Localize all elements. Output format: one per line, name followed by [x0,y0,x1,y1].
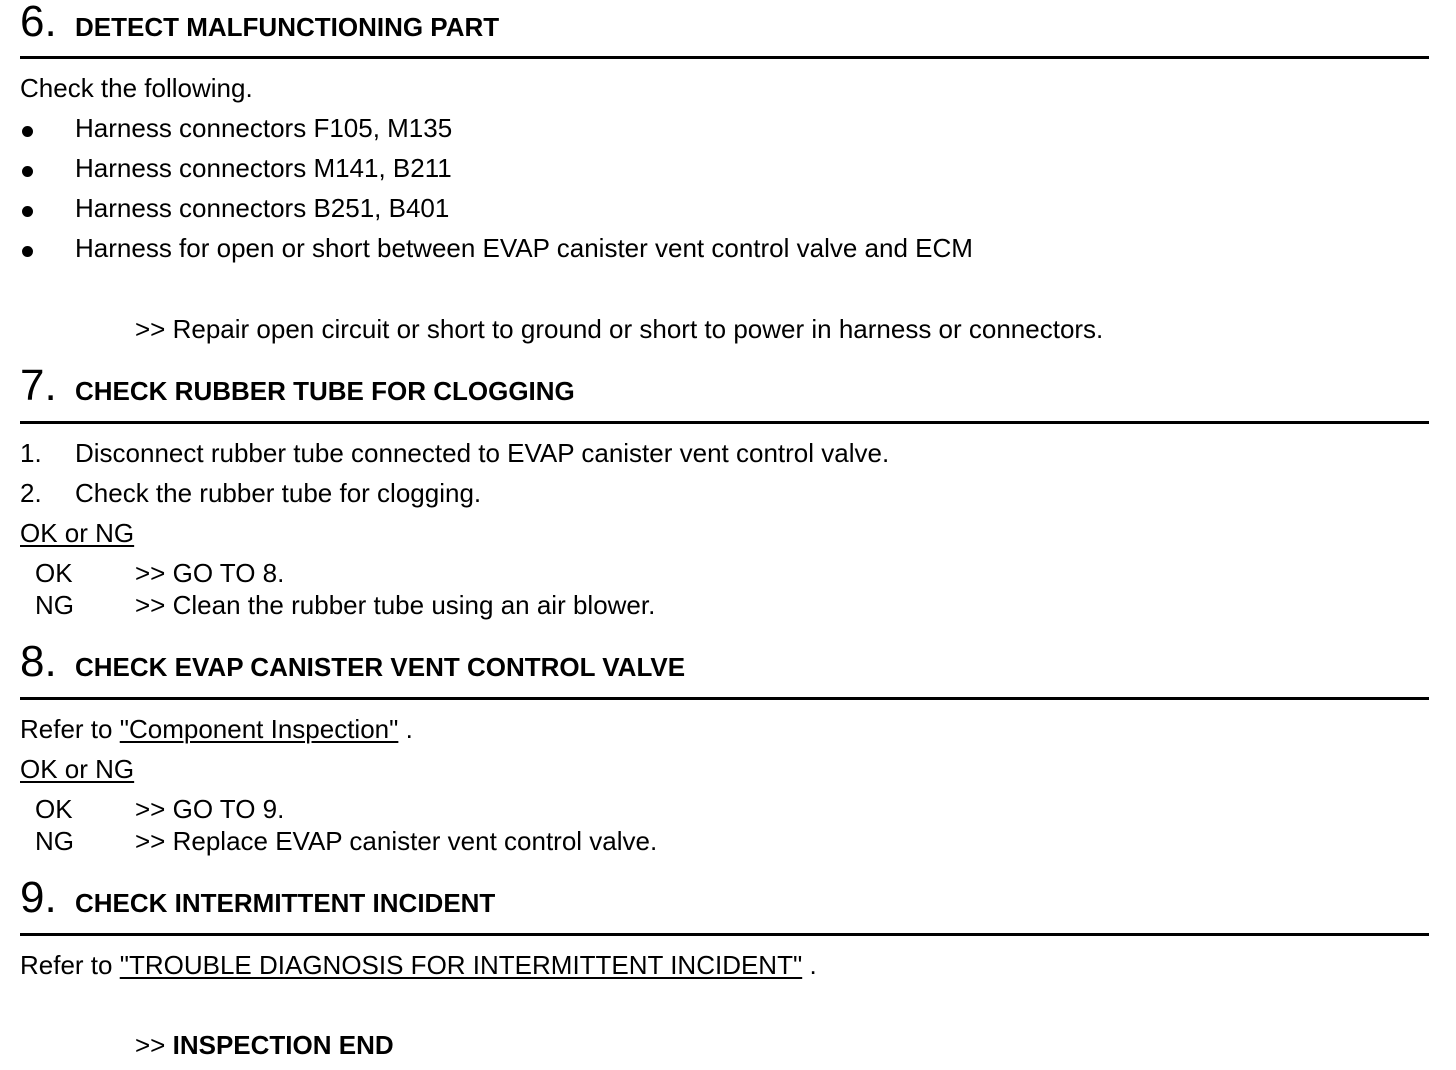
refer-suffix: . [405,714,413,744]
step-8-divider [20,697,1429,700]
step-6-bullet-2: Harness connectors M141, B211 [75,153,452,183]
component-inspection-link[interactable]: "Component Inspection" [119,714,399,744]
bullet-icon [22,166,33,177]
step-7-ng-action: >> Clean the rubber tube using an air blower. [135,590,656,620]
step-8-number: 8. [20,637,57,686]
step-6-bullet-3: Harness connectors B251, B401 [75,193,450,223]
step-7-ng-label: NG [35,590,74,620]
refer-prefix: Refer to [20,714,113,744]
step-8-refer [20,713,413,745]
refer-suffix: . [809,950,817,980]
step-8-ng-action: >> Replace EVAP canister vent control valve. [135,826,658,856]
step-9-divider [20,933,1429,936]
step-7-item-2-text: Check the rubber tube for clogging. [75,478,482,508]
step-6-divider [20,56,1429,59]
step-7-ok-label: OK [35,558,73,588]
step-7-item-1-number: 1. [20,438,42,468]
end-arrow: >> [135,1030,166,1060]
end-text: INSPECTION END [172,1030,394,1060]
step-7-item-2-number: 2. [20,478,42,508]
step-7-title: CHECK RUBBER TUBE FOR CLOGGING [75,376,575,406]
trouble-diagnosis-link[interactable]: "TROUBLE DIAGNOSIS FOR INTERMITTENT INCIDENT" [119,950,803,980]
bullet-icon [22,246,33,257]
step-7-ok-action: >> GO TO 8. [135,558,285,588]
step-6-number: 6. [20,0,57,46]
step-9-title: CHECK INTERMITTENT INCIDENT [75,888,496,918]
step-9-number: 9. [20,873,57,922]
step-8-ng-label: NG [35,826,74,856]
bullet-icon [22,206,33,217]
step-9-refer [20,949,817,981]
step-8-ok-action: >> GO TO 9. [135,794,285,824]
step-8-ok-ng-label: OK or NG [20,754,135,784]
step-6-bullet-4: Harness for open or short between EVAP canister vent control valve and ECM [75,233,973,263]
step-6-intro: Check the following. [20,73,253,103]
step-8-ok-label: OK [35,794,73,824]
inspection-end [135,1029,394,1061]
step-6-heading [20,0,1429,58]
step-6-result: >> Repair open circuit or short to ground or short to power in harness or connectors. [135,314,1104,344]
step-6-title: DETECT MALFUNCTIONING PART [75,12,500,42]
step-7-heading [20,361,1429,422]
step-7-item-1-text: Disconnect rubber tube connected to EVAP canister vent control valve. [75,438,890,468]
step-9-heading [20,873,1429,934]
step-8-title: CHECK EVAP CANISTER VENT CONTROL VALVE [75,652,686,682]
step-8-heading [20,637,1429,698]
refer-prefix: Refer to [20,950,113,980]
step-7-number: 7. [20,361,57,410]
bullet-icon [22,126,33,137]
step-7-divider [20,421,1429,424]
step-7-ok-ng-label: OK or NG [20,518,135,548]
step-6-bullet-1: Harness connectors F105, M135 [75,113,453,143]
